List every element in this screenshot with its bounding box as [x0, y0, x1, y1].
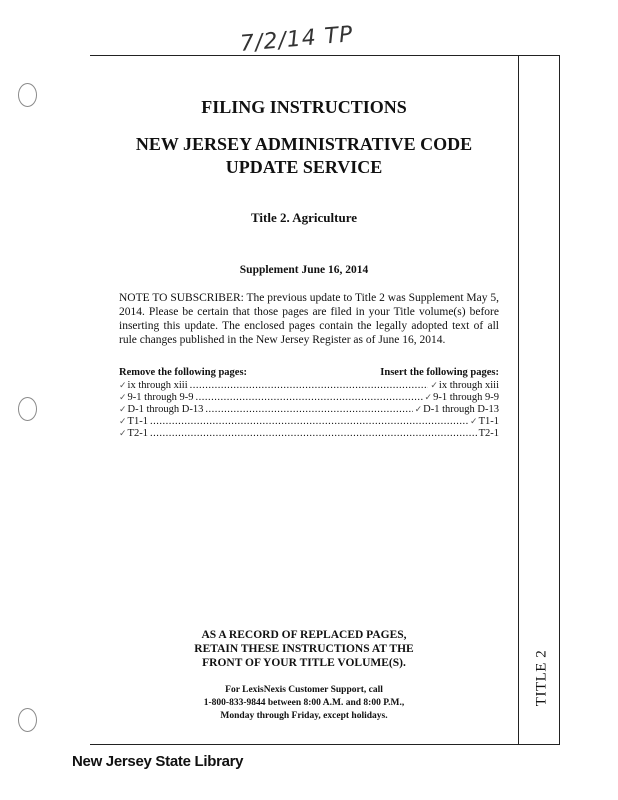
page-title: FILING INSTRUCTIONS [201, 97, 407, 117]
binder-hole-bottom [18, 708, 37, 732]
library-stamp: New Jersey State Library [72, 753, 244, 770]
check-mark-icon: ✓ [470, 417, 478, 427]
support-line-3: Monday through Friday, except holidays. [220, 711, 388, 721]
code-title-line2: UPDATE SERVICE [225, 157, 383, 177]
supplement-date: Supplement June 16, 2014 [239, 264, 369, 276]
record-line-3: FRONT OF YOUR TITLE VOLUME(S). [202, 657, 406, 669]
remove-pages-cell: T2-1 [127, 428, 148, 439]
record-instructions [90, 628, 518, 670]
table-row [119, 428, 499, 440]
record-line-1: AS A RECORD OF REPLACED PAGES, [201, 629, 407, 641]
support-line-1: For LexisNexis Customer Support, call [225, 685, 383, 695]
remove-pages-cell: 9-1 through 9-9 [127, 392, 194, 403]
tab-divider-line [518, 55, 519, 745]
table-row [119, 404, 499, 416]
table-row [119, 380, 499, 392]
table-row [119, 392, 499, 404]
dot-leader [150, 416, 468, 428]
filing-pages-table [119, 367, 499, 440]
check-mark-icon: ✓ [414, 405, 423, 415]
check-mark-icon: ✓ [119, 381, 127, 391]
binder-hole-top [18, 83, 37, 107]
customer-support-info [90, 684, 518, 723]
remove-pages-cell: D-1 through D-13 [127, 404, 204, 415]
support-line-2: 1-800-833-9844 between 8:00 A.M. and 8:00 P.M., [203, 698, 405, 708]
dot-leader [150, 428, 477, 440]
dot-leader [190, 380, 429, 392]
title-tab-label: TITLE 2 [533, 649, 550, 707]
check-mark-icon: ✓ [424, 393, 433, 403]
pages-header-row [119, 367, 499, 379]
remove-pages-cell: T1-1 [127, 416, 148, 427]
insert-pages-cell: 9-1 through 9-9 [433, 392, 499, 403]
dot-leader [205, 404, 412, 416]
binder-hole-middle [18, 397, 37, 421]
insert-pages-cell: D-1 through D-13 [423, 404, 499, 415]
remove-pages-header: Remove the following pages: [119, 367, 248, 378]
title-tab [532, 648, 552, 708]
code-title-line1: NEW JERSEY ADMINISTRATIVE CODE [135, 134, 473, 154]
check-mark-icon: ✓ [430, 381, 438, 391]
check-mark-icon: ✓ [119, 429, 127, 439]
remove-pages-cell: ix through xiii [127, 380, 188, 391]
dot-leader [195, 392, 422, 404]
record-line-2: RETAIN THESE INSTRUCTIONS AT THE [194, 643, 414, 655]
title-name: Title 2. Agriculture [250, 210, 358, 225]
note-to-subscriber: NOTE TO SUBSCRIBER: The previous update to Title 2 was Supplement May 5, 2014. Please be certain that those pages are filed in your Title volume(s) before inserting this update. The enclosed pages contain the legally adopted text of all rule changes published in the New Jersey Register as of June 16, 2014. [119, 292, 499, 346]
check-mark-icon: ✓ [119, 405, 127, 415]
handwritten-date-note: 7/2/14 TP [239, 22, 355, 57]
insert-pages-cell: T2-1 [478, 428, 499, 439]
table-row [119, 416, 499, 428]
insert-pages-cell: T1-1 [478, 416, 499, 427]
insert-pages-cell: ix through xiii [438, 380, 499, 391]
check-mark-icon: ✓ [119, 393, 127, 403]
insert-pages-header: Insert the following pages: [380, 367, 499, 378]
check-mark-icon: ✓ [119, 417, 127, 427]
